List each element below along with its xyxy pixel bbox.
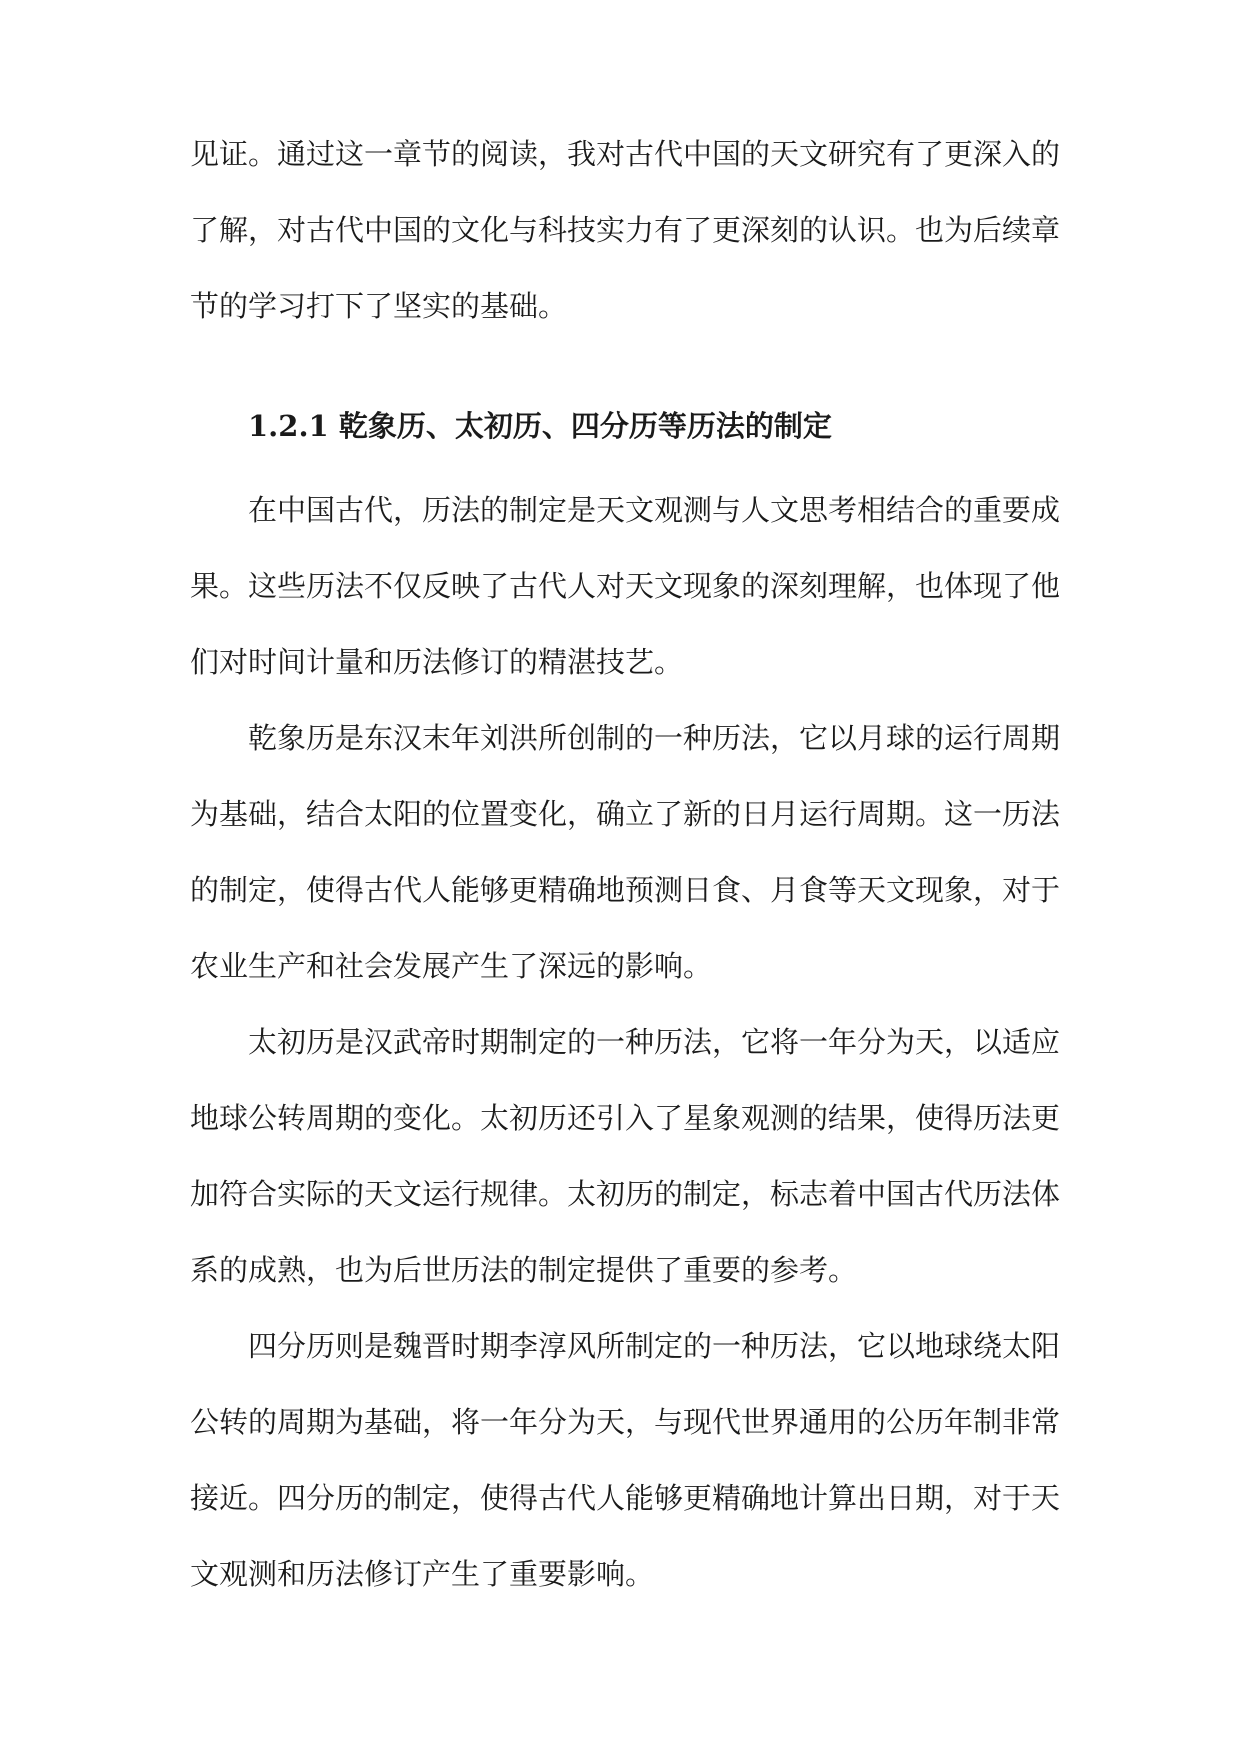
paragraph-taichu: 太初历是汉武帝时期制定的一种历法，它将一年分为天，以适应地球公转周期的变化。太初历还引入了星象观测的结果，使得历法更加符合实际的天文运行规律。太初历的制定，标志着中国古代历法体系的成熟，也为后世历法的制定提供了重要的参考。 — [190, 1025, 1061, 1287]
paragraph-intro: 在中国古代，历法的制定是天文观测与人文思考相结合的重要成果。这些历法不仅反映了古代人对天文现象的深刻理解，也体现了他们对时间计量和历法修订的精湛技艺。 — [190, 493, 1061, 679]
paragraph-sifen: 四分历则是魏晋时期李淳风所制定的一种历法，它以地球绕太阳公转的周期为基础，将一年分为天，与现代世界通用的公历年制非常接近。四分历的制定，使得古代人能够更精确地计算出日期，对于天文观测和历法修订产生了重要影响。 — [190, 1329, 1061, 1591]
paragraph-qianxiang: 乾象历是东汉末年刘洪所创制的一种历法，它以月球的运行周期为基础，结合太阳的位置变化，确立了新的日月运行周期。这一历法的制定，使得古代人能够更精确地预测日食、月食等天文现象，对于农业生产和社会发展产生了深远的影响。 — [190, 721, 1061, 983]
section-heading: 1.2.1 乾象历、太初历、四分历等历法的制定 — [248, 409, 832, 443]
continued-paragraph: 见证。通过这一章节的阅读，我对古代中国的天文研究有了更深入的了解，对古代中国的文化与科技实力有了更深刻的认识。也为后续章节的学习打下了坚实的基础。 — [190, 137, 1061, 323]
